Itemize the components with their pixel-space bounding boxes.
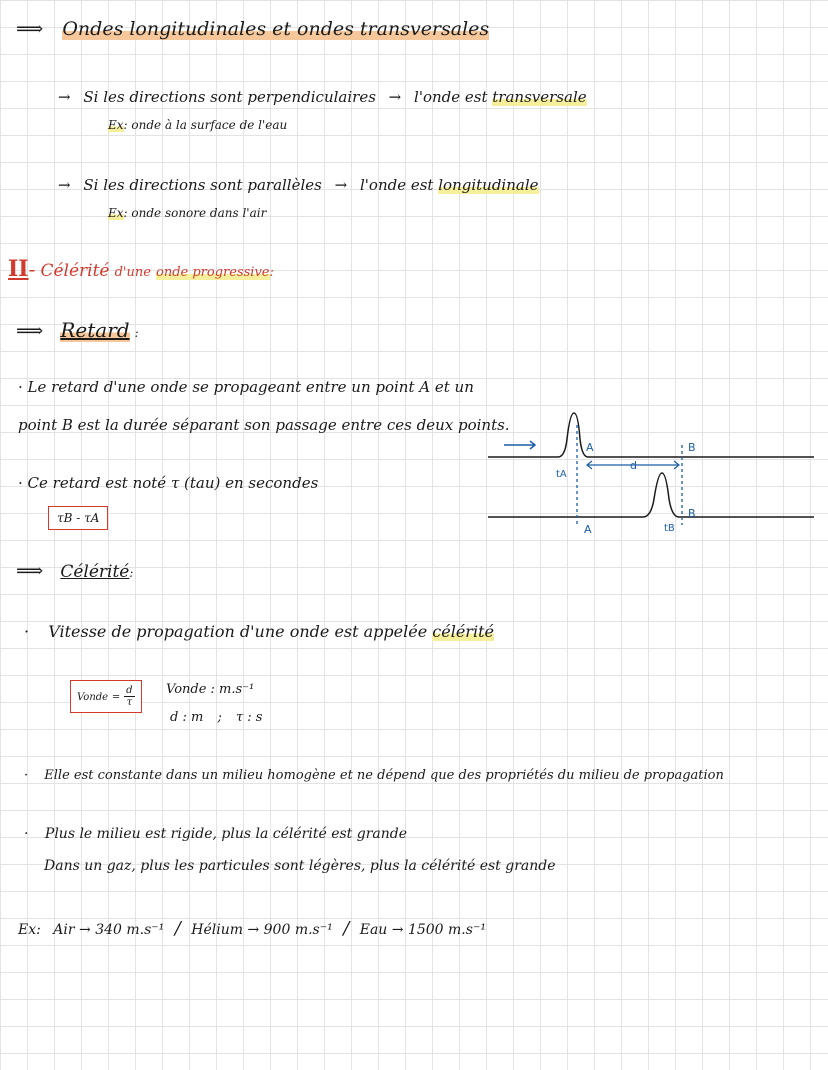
wave-diagram (488, 405, 814, 540)
unit-velocity: Vonde : m.s⁻¹ (166, 682, 255, 697)
example-separator: / (174, 918, 181, 939)
celerite-bullet-1 (24, 622, 494, 641)
transverse-example (108, 118, 287, 132)
example-helium: Hélium → 900 m.s⁻¹ (191, 922, 333, 938)
arrow-icon: → (58, 176, 71, 194)
examples-colon: : (36, 922, 41, 938)
example-label: Ex (108, 118, 124, 132)
celerite-heading-row (16, 560, 133, 582)
formula-numerator: d (126, 685, 133, 696)
arrow-icon: → (388, 88, 402, 106)
section-mid: d'une (114, 265, 151, 280)
page-title: Ondes longitudinales et ondes transversales (62, 18, 490, 40)
example-text: : onde sonore dans l'air (123, 206, 267, 220)
double-arrow-icon: ⟹ (16, 320, 44, 342)
celerite-property: Elle est constante dans un milieu homogène et ne dépend que des propriétés du milieu de propagation (44, 768, 724, 783)
retard-heading-row (16, 318, 139, 342)
label-tA: tA (556, 469, 567, 480)
longitudinal-result: longitudinale (438, 176, 539, 194)
label-tB: tB (664, 523, 675, 534)
retard-formula-box: τB - τA (48, 506, 108, 530)
section-heading (8, 256, 274, 282)
retard-definition-1: · Le retard d'une onde se propageant entre un point A et un (18, 378, 474, 396)
unit-separator: ; (217, 710, 222, 725)
longitudinal-condition: Si les directions sont parallèles (83, 176, 322, 194)
bullet-mark: · (24, 826, 29, 842)
transverse-result: transversale (492, 88, 587, 106)
example-eau: Eau → 1500 m.s⁻¹ (359, 922, 486, 938)
formula-eq: = (111, 692, 121, 703)
wave-pulse-bottom (488, 473, 814, 517)
section-title: onde progressive (156, 265, 270, 280)
arrow-icon: → (334, 176, 348, 194)
retard-heading: Retard (60, 318, 130, 342)
bullet-mark: · (24, 768, 29, 783)
examples-label: Ex (18, 922, 37, 938)
double-arrow-icon: ⟹ (16, 560, 44, 582)
celerite-colon: : (129, 566, 134, 580)
unit-time: τ : s (235, 710, 263, 725)
bullet-mark: · (24, 622, 30, 641)
formula-denominator: τ (126, 697, 133, 708)
celerite-heading: Célérité (60, 562, 130, 582)
formula-fraction (124, 685, 134, 708)
longitudinal-example (108, 206, 266, 220)
example-separator: / (343, 918, 350, 939)
unit-distance: d : m (170, 710, 204, 725)
section-prefix: Célérité (40, 261, 110, 281)
celerite-formula-box (70, 680, 142, 713)
double-arrow-icon: ⟹ (16, 18, 44, 40)
transverse-condition: Si les directions sont perpendiculaires (83, 88, 376, 106)
section-colon: : (269, 265, 274, 280)
unit-distance-time (170, 710, 262, 725)
wave-pulse-top (488, 413, 814, 457)
celerite-gas: Dans un gaz, plus les particules sont légères, plus la célérité est grande (44, 858, 556, 874)
celerite-bullet-2 (24, 768, 724, 783)
transverse-result-prefix: l'onde est (414, 88, 488, 106)
retard-colon: : (134, 326, 139, 340)
arrow-icon: → (58, 88, 71, 106)
example-text: : onde à la surface de l'eau (123, 118, 288, 132)
formula-lhs: Vonde (77, 692, 109, 703)
celerite-bullet-3 (24, 826, 407, 842)
title-row (16, 18, 489, 40)
label-B-top: B (688, 441, 696, 454)
retard-definition-2: point B est la durée séparant son passage entre ces deux points. (18, 416, 510, 434)
transverse-line (58, 88, 587, 106)
label-B-bottom: B (688, 507, 696, 520)
example-label: Ex (108, 206, 124, 220)
retard-notation: · Ce retard est noté τ (tau) en secondes (18, 474, 319, 492)
celerite-definition: Vitesse de propagation d'une onde est appelée (48, 622, 428, 641)
section-number: II (8, 256, 29, 282)
celerite-term: célérité (432, 622, 494, 641)
longitudinal-line (58, 176, 539, 194)
label-d: d (630, 459, 637, 472)
examples-row (18, 918, 486, 939)
section-dash: - (28, 257, 36, 281)
example-air: Air → 340 m.s⁻¹ (53, 922, 165, 938)
celerite-rigidity: Plus le milieu est rigide, plus la célérité est grande (44, 826, 408, 842)
longitudinal-result-prefix: l'onde est (360, 176, 434, 194)
label-A-bottom: A (584, 523, 592, 536)
label-A-top: A (586, 441, 594, 454)
